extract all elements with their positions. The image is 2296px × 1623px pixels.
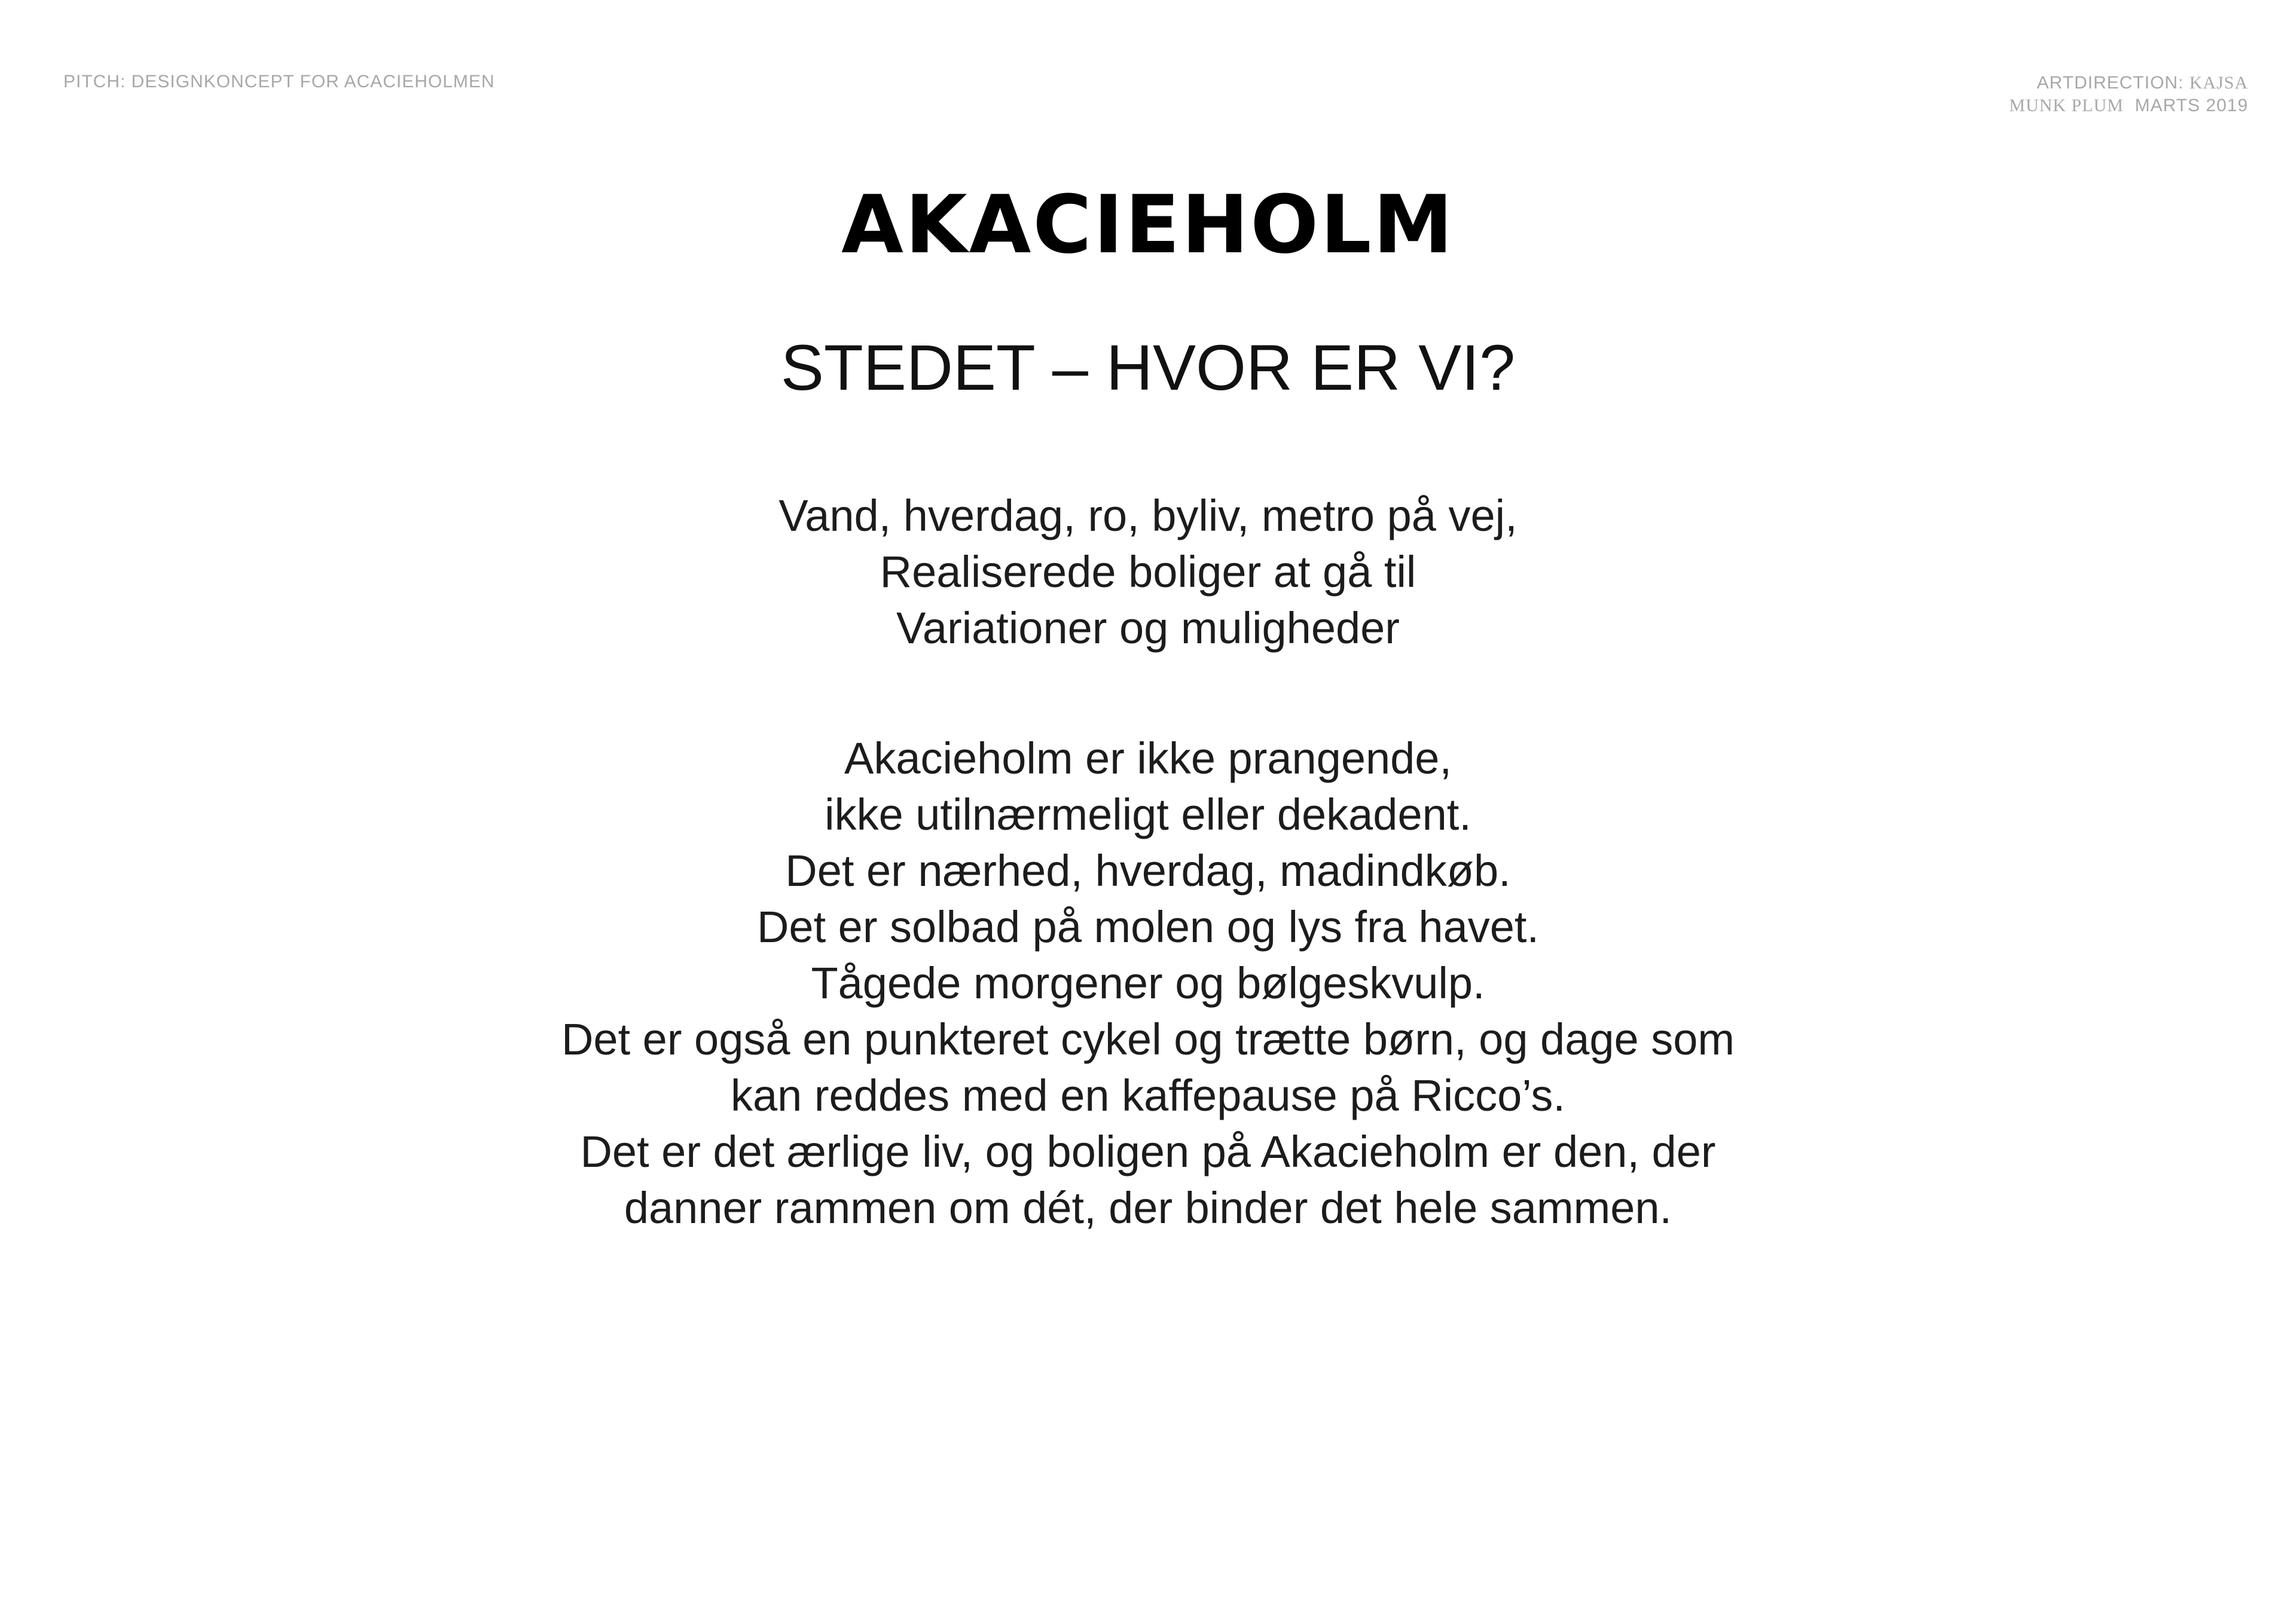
intro-paragraph (0, 488, 2296, 656)
page-subtitle: STEDET – HVOR ER VI? (780, 331, 1516, 404)
body-line: Det er også en punkteret cykel og trætte børn, og dage som (561, 1014, 1735, 1064)
intro-line: Vand, hverdag, ro, byliv, metro på vej, (778, 491, 1518, 540)
credits-line-1 (2009, 72, 2248, 94)
credits-last-name: MUNK PLUM (2009, 96, 2124, 115)
body-line: danner rammen om dét, der binder det hele sammen. (624, 1183, 1672, 1233)
header-pitch-label: PITCH: DESIGNKONCEPT FOR ACACIEHOLMEN (63, 72, 495, 91)
body-line: kan reddes med en kaffepause på Ricco’s. (731, 1071, 1565, 1120)
body-line: Akacieholm er ikke prangende, (844, 733, 1452, 783)
page-title: AKACIEHOLM (841, 178, 1455, 271)
intro-line: Realiserede boliger at gå til (880, 547, 1416, 597)
credits-first-name: KAJSA (2189, 73, 2248, 93)
header-credits (2009, 72, 2248, 117)
body-line: Tågede morgener og bølgeskvulp. (811, 958, 1485, 1008)
body-line: Det er det ærlige liv, og boligen på Akacieholm er den, der (580, 1127, 1716, 1176)
credits-line-2 (2009, 94, 2248, 117)
credits-date: MARTS 2019 (2123, 96, 2248, 115)
intro-line: Variationer og muligheder (896, 603, 1400, 653)
body-line: ikke utilnærmeligt eller dekadent. (825, 790, 1471, 839)
credits-role: ARTDIRECTION: (2037, 73, 2190, 93)
body-paragraph (0, 730, 2296, 1236)
body-line: Det er nærhed, hverdag, madindkøb. (785, 846, 1511, 895)
body-line: Det er solbad på molen og lys fra havet. (756, 902, 1540, 952)
